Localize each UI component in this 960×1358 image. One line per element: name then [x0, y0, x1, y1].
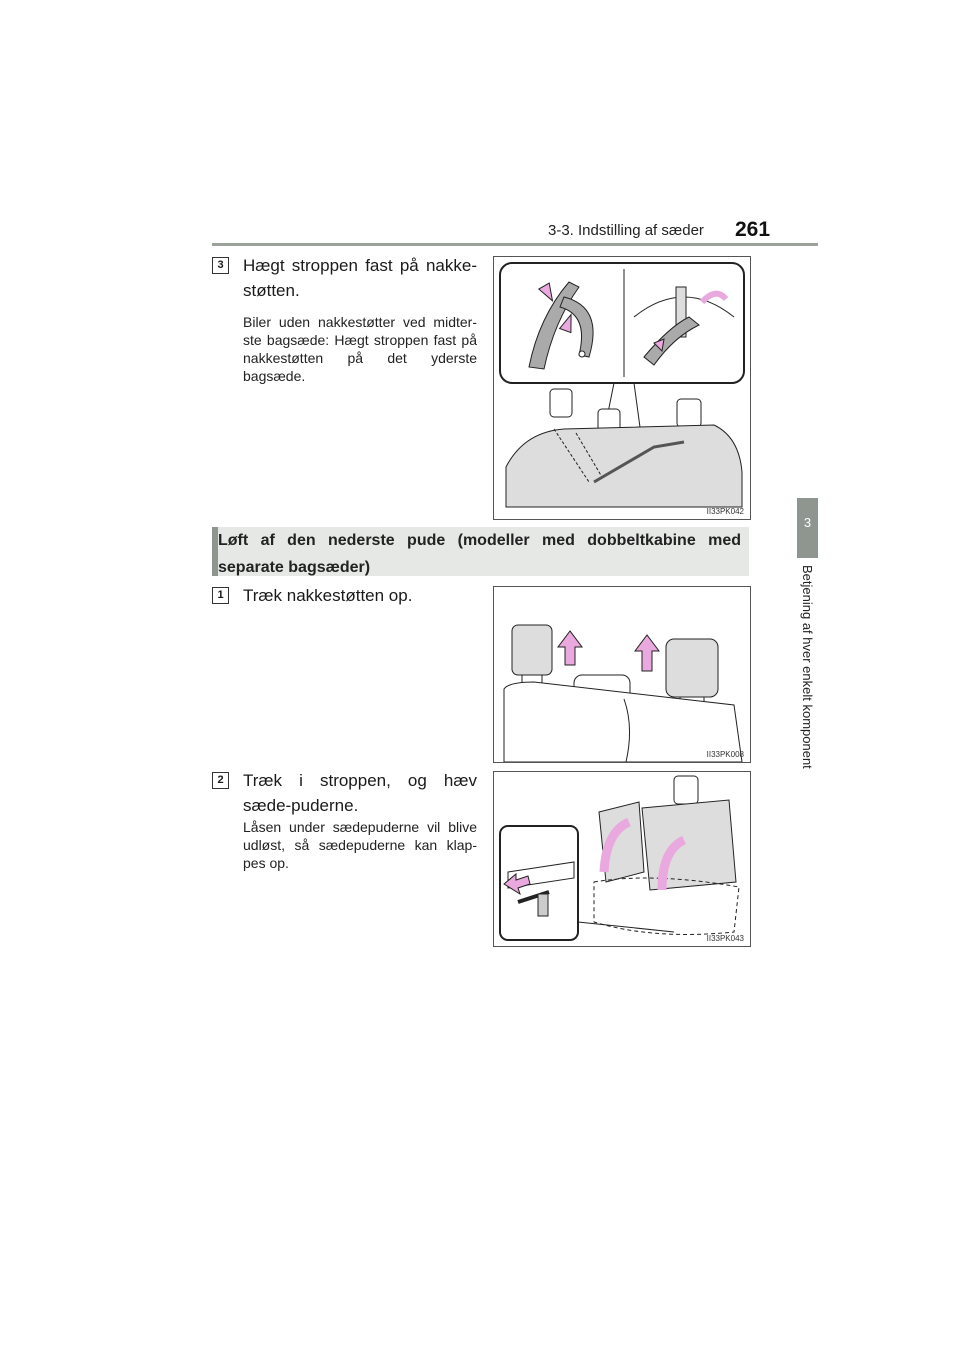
step-number-badge: 2 — [212, 772, 229, 789]
figure-raise-cushions — [493, 771, 751, 947]
strap-headrest-illustration — [494, 257, 750, 519]
step-instruction: Træk i stroppen, og hæv sæde-puderne. — [243, 771, 477, 815]
section-label: 3-3. Indstilling af sæder — [548, 222, 704, 239]
figure-strap-headrest — [493, 256, 751, 520]
step-number-badge: 3 — [212, 257, 229, 274]
section-title: Løft af den nederste pude (modeller med dobbeltkabine med separate bagsæder) — [218, 532, 741, 576]
step-instruction: Træk nakkestøtten op. — [243, 586, 413, 605]
figure-code: II33PK008 — [706, 750, 744, 759]
pull-headrest-illustration — [494, 587, 750, 762]
raise-cushions-illustration — [494, 772, 750, 946]
page-number: 261 — [735, 218, 771, 241]
step-note: Låsen under sædepuderne vil blive udløst, så sædepuderne kan klap-pes op. — [243, 819, 477, 871]
chapter-number: 3 — [803, 515, 812, 530]
chapter-title: Betjening af hver enkelt komponent — [800, 565, 815, 769]
step-note: Biler uden nakkestøtter ved midter-ste bagsæde: Hægt stroppen fast på nakkestøtten på det yderste bagsæde. — [243, 314, 477, 384]
step-number-badge: 1 — [212, 587, 229, 604]
step-instruction: Hægt stroppen fast på nakke-støtten. — [243, 256, 477, 300]
header-rule — [212, 243, 818, 246]
figure-pull-headrest — [493, 586, 751, 763]
figure-code: II33PK042 — [706, 507, 744, 516]
figure-code: II33PK043 — [706, 934, 744, 943]
